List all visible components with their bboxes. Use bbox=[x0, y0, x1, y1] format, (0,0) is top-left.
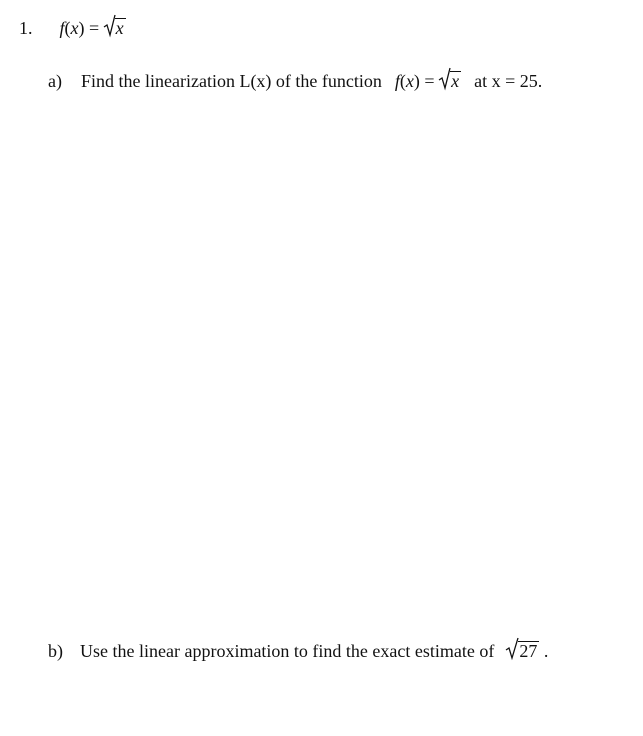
paren-close: ) bbox=[413, 71, 420, 91]
radicand: x bbox=[451, 71, 460, 91]
paren-open: ( bbox=[399, 71, 406, 91]
equals-sign: = bbox=[89, 18, 100, 38]
part-b bbox=[48, 640, 548, 662]
function-definition bbox=[60, 18, 126, 38]
function-variable: x bbox=[405, 71, 414, 91]
part-a-prompt: Find the linearization L(x) of the function bbox=[80, 71, 382, 91]
part-b-period: . bbox=[543, 641, 549, 661]
radicand: x bbox=[115, 18, 124, 38]
part-a-condition: at x = 25. bbox=[474, 71, 543, 91]
problem-number: 1. bbox=[19, 18, 33, 38]
square-root bbox=[104, 17, 126, 39]
radicand: 27 bbox=[519, 641, 538, 661]
part-b-label: b) bbox=[48, 641, 63, 661]
problem-header bbox=[19, 17, 126, 39]
radical-sign-icon bbox=[104, 14, 115, 36]
part-a-function bbox=[395, 71, 466, 91]
function-variable: x bbox=[70, 18, 79, 38]
function-name: f bbox=[59, 18, 65, 38]
part-a bbox=[48, 70, 542, 92]
paren-open: ( bbox=[64, 18, 71, 38]
radical-sign-icon bbox=[439, 67, 450, 89]
square-root bbox=[506, 640, 539, 662]
equals-sign: = bbox=[424, 71, 435, 91]
function-name: f bbox=[394, 71, 400, 91]
paren-close: ) bbox=[78, 18, 85, 38]
part-b-prompt: Use the linear approximation to find the exact estimate of bbox=[80, 641, 495, 661]
part-a-label: a) bbox=[48, 71, 62, 91]
square-root bbox=[439, 70, 461, 92]
radical-sign-icon bbox=[506, 637, 518, 659]
